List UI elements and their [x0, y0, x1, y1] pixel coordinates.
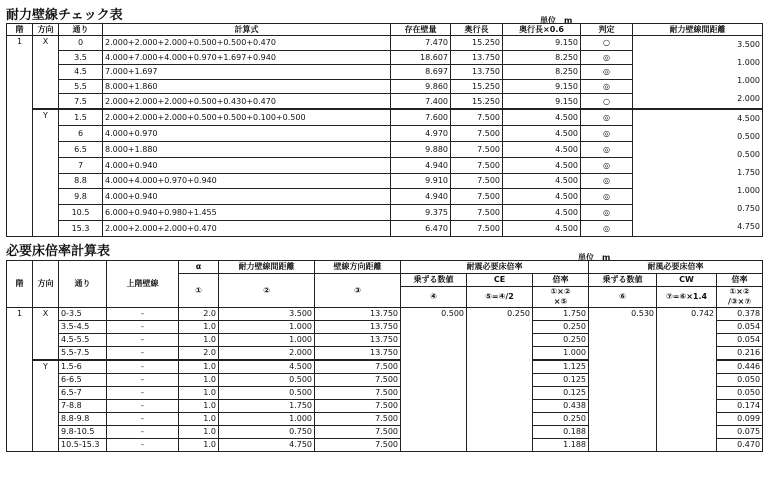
table2-title: 必要床倍率計算表: [6, 244, 111, 259]
wall-amount-cell: 9.375: [391, 205, 451, 221]
street-cell: 6.5: [59, 141, 103, 157]
judgement-cell: ◎: [581, 79, 633, 94]
seismic-ratio-cell: 0.438: [533, 400, 589, 413]
wall-distance-cell: 2.000: [219, 347, 315, 361]
wall-direction-distance-cell: 7.500: [315, 413, 401, 426]
required-floor-ratio-table: [6, 260, 763, 452]
wind-ratio-cell: 0.054: [717, 334, 763, 347]
depth-cell: 7.500: [451, 173, 503, 189]
seismic-ratio-cell: 1.125: [533, 360, 589, 374]
table1-unit: 単位 m: [540, 16, 573, 25]
depth-cell: 7.500: [451, 157, 503, 173]
seismic-ratio-cell: 0.250: [533, 413, 589, 426]
wall-amount-cell: 4.940: [391, 189, 451, 205]
upper-wall-cell: -: [107, 387, 179, 400]
formula-cell: 4.000+0.940: [103, 157, 391, 173]
seismic-multiplier-cell: 0.500: [401, 308, 467, 452]
street-range-cell: 6.5-7: [59, 387, 107, 400]
wall-amount-cell: 7.600: [391, 109, 451, 126]
wall-distance-cell: 1.000: [219, 334, 315, 347]
judgement-cell: ◎: [581, 50, 633, 65]
wall-amount-cell: 6.470: [391, 221, 451, 237]
street-range-cell: 6-6.5: [59, 374, 107, 387]
wind-ratio-cell: 0.378: [717, 308, 763, 321]
wall-distance-cell: 4.500: [219, 360, 315, 374]
wall-distance-value: 1.750: [737, 168, 760, 177]
col-street: 通り: [59, 261, 107, 308]
col-wind-ratio: 倍率: [717, 274, 763, 287]
direction-cell: X: [33, 36, 59, 110]
table-row: [7, 308, 763, 321]
depth06-cell: 9.150: [503, 79, 581, 94]
upper-wall-cell: -: [107, 400, 179, 413]
formula-cell: 2.000+2.000+2.000+0.500+0.430+0.470: [103, 94, 391, 109]
street-range-cell: 1.5-6: [59, 360, 107, 374]
floor-cell: 1: [7, 308, 33, 452]
wall-distance-value: 2.000: [737, 94, 760, 103]
cw-cell: 0.742: [657, 308, 717, 452]
wind-ratio-cell: 0.446: [717, 360, 763, 374]
seismic-ratio-cell: 1.750: [533, 308, 589, 321]
wall-distance-cell: 4.750: [219, 439, 315, 452]
wall-distance-value: 1.000: [737, 76, 760, 85]
depth06-cell: 4.500: [503, 126, 581, 142]
table-row: [7, 36, 763, 51]
wall-distance-value: 0.500: [737, 150, 760, 159]
col-depth: 奥行長: [451, 24, 503, 36]
street-cell: 7.5: [59, 94, 103, 109]
formula-cell: 4.000+0.940: [103, 189, 391, 205]
formula-cell: 4.000+4.000+0.970+0.940: [103, 173, 391, 189]
col-upper-wall: 上階壁線: [107, 261, 179, 308]
wall-distance-cell: 0.750: [219, 426, 315, 439]
wall-amount-cell: 9.910: [391, 173, 451, 189]
street-range-cell: 0-3.5: [59, 308, 107, 321]
upper-wall-cell: -: [107, 374, 179, 387]
formula-cell: 4.000+0.970: [103, 126, 391, 142]
depth06-cell: 4.500: [503, 157, 581, 173]
floor-cell: 1: [7, 36, 33, 237]
alpha-cell: 1.0: [179, 360, 219, 374]
upper-wall-cell: -: [107, 321, 179, 334]
wall-amount-cell: 7.470: [391, 36, 451, 51]
wall-distance-value: 4.500: [737, 114, 760, 123]
wind-ratio-cell: 0.216: [717, 347, 763, 361]
street-cell: 6: [59, 126, 103, 142]
formula-cell: 8.000+1.880: [103, 141, 391, 157]
street-cell: 8.8: [59, 173, 103, 189]
wall-direction-distance-cell: 13.750: [315, 308, 401, 321]
num-6: ⑥: [589, 287, 657, 308]
depth-cell: 7.500: [451, 205, 503, 221]
wall-direction-distance-cell: 7.500: [315, 387, 401, 400]
wind-multiplier-cell: 0.530: [589, 308, 657, 452]
col-ce: CE: [467, 274, 533, 287]
wall-direction-distance-cell: 7.500: [315, 426, 401, 439]
seismic-ratio-cell: 0.188: [533, 426, 589, 439]
alpha-cell: 1.0: [179, 374, 219, 387]
alpha-cell: 1.0: [179, 334, 219, 347]
street-cell: 5.5: [59, 79, 103, 94]
judgement-cell: ◎: [581, 189, 633, 205]
col-existing-wall: 存在壁量: [391, 24, 451, 36]
seismic-ratio-cell: 1.188: [533, 439, 589, 452]
wall-distance-cell: 1.000: [219, 413, 315, 426]
col-seismic-group: 耐震必要床倍率: [401, 261, 589, 274]
depth06-cell: 4.500: [503, 109, 581, 126]
alpha-cell: 2.0: [179, 308, 219, 321]
depth06-cell: 4.500: [503, 173, 581, 189]
col-wind-group: 耐風必要床倍率: [589, 261, 763, 274]
street-cell: 10.5: [59, 205, 103, 221]
num-5: ⑤=④/2: [467, 287, 533, 308]
depth06-cell: 9.150: [503, 36, 581, 51]
street-range-cell: 8.8-9.8: [59, 413, 107, 426]
depth-cell: 15.250: [451, 36, 503, 51]
seis-formula-line1: ①×②: [550, 287, 571, 296]
wind-ratio-cell: 0.075: [717, 426, 763, 439]
street-range-cell: 4.5-5.5: [59, 334, 107, 347]
wall-direction-distance-cell: 13.750: [315, 347, 401, 361]
depth-cell: 7.500: [451, 221, 503, 237]
judgement-cell: ◎: [581, 157, 633, 173]
table1-title: 耐力壁線チェック表: [6, 8, 123, 23]
seismic-ratio-cell: 0.125: [533, 374, 589, 387]
direction-cell: Y: [33, 109, 59, 237]
street-range-cell: 9.8-10.5: [59, 426, 107, 439]
wall-amount-cell: 7.400: [391, 94, 451, 109]
wall-distance-cell: 3.500: [219, 308, 315, 321]
formula-cell: 4.000+7.000+4.000+0.970+1.697+0.940: [103, 50, 391, 65]
wind-formula-line1: ①×②: [729, 287, 750, 296]
col-floor: 階: [7, 24, 33, 36]
alpha-cell: 1.0: [179, 321, 219, 334]
alpha-cell: 1.0: [179, 426, 219, 439]
upper-wall-cell: -: [107, 308, 179, 321]
col-wall-direction-distance: 壁線方向距離: [315, 261, 401, 274]
street-cell: 9.8: [59, 189, 103, 205]
wind-ratio-cell: 0.174: [717, 400, 763, 413]
col-judgement: 判定: [581, 24, 633, 36]
num-1: ①: [179, 274, 219, 308]
num-2: ②: [219, 274, 315, 308]
col-seismic-ratio: 倍率: [533, 274, 589, 287]
wall-amount-cell: 8.697: [391, 65, 451, 80]
col-depth-x06: 奥行長×0.6: [503, 24, 581, 36]
table2-unit: 単位 m: [578, 253, 611, 262]
depth-cell: 7.500: [451, 141, 503, 157]
num-seis-formula: [533, 287, 589, 308]
wall-distance-cell: 0.500: [219, 387, 315, 400]
depth-cell: 15.250: [451, 79, 503, 94]
wall-amount-cell: 4.970: [391, 126, 451, 142]
upper-wall-cell: -: [107, 347, 179, 361]
depth-cell: 13.750: [451, 50, 503, 65]
col-wind-multiplier: 乗ずる数値: [589, 274, 657, 287]
wall-direction-distance-cell: 13.750: [315, 334, 401, 347]
judgement-cell: ○: [581, 94, 633, 109]
formula-cell: 2.000+2.000+2.000+0.500+0.500+0.100+0.500: [103, 109, 391, 126]
judgement-cell: ◎: [581, 141, 633, 157]
wall-distance-value: 1.000: [737, 186, 760, 195]
wall-distance-value: 0.500: [737, 132, 760, 141]
wind-ratio-cell: 0.050: [717, 387, 763, 400]
seismic-ratio-cell: 0.250: [533, 334, 589, 347]
formula-cell: 2.000+2.000+2.000+0.470: [103, 221, 391, 237]
street-cell: 7: [59, 157, 103, 173]
seismic-ratio-cell: 1.000: [533, 347, 589, 361]
seismic-ratio-cell: 0.250: [533, 321, 589, 334]
bearing-wall-check-table: [6, 23, 763, 237]
depth-cell: 13.750: [451, 65, 503, 80]
wall-distance-list: [633, 109, 763, 237]
col-alpha: α: [179, 261, 219, 274]
col-formula: 計算式: [103, 24, 391, 36]
direction-cell: X: [33, 308, 59, 361]
upper-wall-cell: -: [107, 360, 179, 374]
street-range-cell: 7-8.8: [59, 400, 107, 413]
street-cell: 3.5: [59, 50, 103, 65]
depth-cell: 7.500: [451, 189, 503, 205]
wall-amount-cell: 9.860: [391, 79, 451, 94]
col-wall-distance: 耐力壁線間距離: [219, 261, 315, 274]
num-wind-formula: [717, 287, 763, 308]
depth06-cell: 4.500: [503, 205, 581, 221]
wall-amount-cell: 4.940: [391, 157, 451, 173]
street-cell: 0: [59, 36, 103, 51]
formula-cell: 6.000+0.940+0.980+1.455: [103, 205, 391, 221]
seis-formula-line2: ×⑤: [553, 297, 568, 306]
wall-distance-value: 3.500: [737, 40, 760, 49]
depth06-cell: 4.500: [503, 141, 581, 157]
depth06-cell: 9.150: [503, 94, 581, 109]
wall-distance-value: 0.750: [737, 204, 760, 213]
direction-cell: Y: [33, 360, 59, 452]
judgement-cell: ◎: [581, 109, 633, 126]
formula-cell: 2.000+2.000+2.000+0.500+0.500+0.470: [103, 36, 391, 51]
upper-wall-cell: -: [107, 334, 179, 347]
street-range-cell: 10.5-15.3: [59, 439, 107, 452]
wind-formula-line2: /③×⑦: [727, 297, 752, 306]
judgement-cell: ◎: [581, 205, 633, 221]
ce-cell: 0.250: [467, 308, 533, 452]
formula-cell: 7.000+1.697: [103, 65, 391, 80]
depth-cell: 7.500: [451, 126, 503, 142]
wall-direction-distance-cell: 7.500: [315, 400, 401, 413]
wall-direction-distance-cell: 7.500: [315, 360, 401, 374]
wall-distance-cell: 0.500: [219, 374, 315, 387]
wall-direction-distance-cell: 13.750: [315, 321, 401, 334]
wind-ratio-cell: 0.050: [717, 374, 763, 387]
depth-cell: 15.250: [451, 94, 503, 109]
alpha-cell: 1.0: [179, 413, 219, 426]
col-cw: CW: [657, 274, 717, 287]
judgement-cell: ◎: [581, 65, 633, 80]
depth06-cell: 4.500: [503, 189, 581, 205]
wind-ratio-cell: 0.470: [717, 439, 763, 452]
judgement-cell: ◎: [581, 221, 633, 237]
col-wall-line-distance: 耐力壁線間距離: [633, 24, 763, 36]
seismic-ratio-cell: 0.125: [533, 387, 589, 400]
street-cell: 1.5: [59, 109, 103, 126]
wall-distance-cell: 1.750: [219, 400, 315, 413]
col-floor: 階: [7, 261, 33, 308]
table-row: [7, 109, 763, 126]
street-cell: 15.3: [59, 221, 103, 237]
num-3: ③: [315, 274, 401, 308]
depth-cell: 7.500: [451, 109, 503, 126]
alpha-cell: 2.0: [179, 347, 219, 361]
alpha-cell: 1.0: [179, 387, 219, 400]
wall-distance-cell: 1.000: [219, 321, 315, 334]
upper-wall-cell: -: [107, 426, 179, 439]
wall-distance-value: 4.750: [737, 222, 760, 231]
street-cell: 4.5: [59, 65, 103, 80]
depth06-cell: 4.500: [503, 221, 581, 237]
col-street: 通り: [59, 24, 103, 36]
wall-direction-distance-cell: 7.500: [315, 374, 401, 387]
judgement-cell: ◎: [581, 173, 633, 189]
depth06-cell: 8.250: [503, 50, 581, 65]
wind-ratio-cell: 0.099: [717, 413, 763, 426]
wall-direction-distance-cell: 7.500: [315, 439, 401, 452]
formula-cell: 8.000+1.860: [103, 79, 391, 94]
depth06-cell: 8.250: [503, 65, 581, 80]
wind-ratio-cell: 0.054: [717, 321, 763, 334]
judgement-cell: ○: [581, 36, 633, 51]
judgement-cell: ◎: [581, 126, 633, 142]
alpha-cell: 1.0: [179, 400, 219, 413]
num-7: ⑦=⑥×1.4: [657, 287, 717, 308]
wall-distance-value: 1.000: [737, 58, 760, 67]
wall-distance-list: [633, 36, 763, 110]
wall-amount-cell: 9.880: [391, 141, 451, 157]
street-range-cell: 3.5-4.5: [59, 321, 107, 334]
alpha-cell: 1.0: [179, 439, 219, 452]
street-range-cell: 5.5-7.5: [59, 347, 107, 361]
col-direction: 方向: [33, 24, 59, 36]
num-4: ④: [401, 287, 467, 308]
col-direction: 方向: [33, 261, 59, 308]
upper-wall-cell: -: [107, 439, 179, 452]
col-seismic-multiplier: 乗ずる数値: [401, 274, 467, 287]
upper-wall-cell: -: [107, 413, 179, 426]
wall-amount-cell: 18.607: [391, 50, 451, 65]
